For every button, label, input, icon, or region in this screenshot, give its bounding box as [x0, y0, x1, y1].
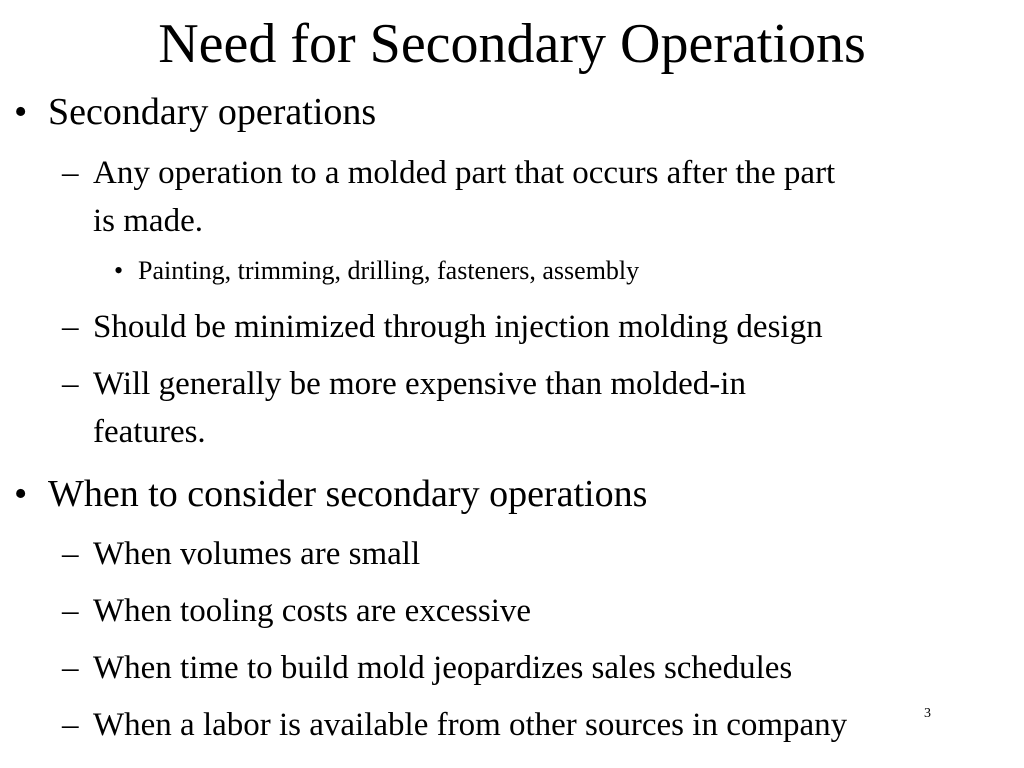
bullet-marker: •	[114, 256, 124, 285]
dash-marker: –	[62, 309, 79, 345]
sub-bullet-text: When tooling costs are excessive	[93, 593, 532, 629]
sub-bullet-text: Any operation to a molded part that occurs after the part	[93, 155, 836, 191]
dash-marker: –	[62, 536, 79, 572]
dash-marker: –	[62, 366, 79, 402]
sub-bullet-text: When a labor is available from other sources in company	[93, 707, 848, 743]
sub-bullet-text: When volumes are small	[93, 536, 421, 572]
sub-bullet-continuation: is made.	[93, 203, 203, 239]
slide-title: Need for Secondary Operations	[158, 13, 866, 75]
bullet-marker: •	[14, 91, 28, 133]
sub-bullet-text: Will generally be more expensive than molded-in	[93, 366, 746, 402]
page-number: 3	[924, 706, 931, 721]
dash-marker: –	[62, 707, 79, 743]
sub-bullet-text: When time to build mold jeopardizes sales schedules	[93, 650, 793, 686]
bullet-marker: •	[14, 473, 28, 515]
bullet-text: When to consider secondary operations	[48, 473, 648, 515]
bullet-text: Secondary operations	[48, 91, 377, 133]
sub-sub-bullet-text: Painting, trimming, drilling, fasteners, assembly	[138, 256, 640, 285]
dash-marker: –	[62, 650, 79, 686]
dash-marker: –	[62, 155, 79, 191]
sub-bullet-continuation: features.	[93, 414, 206, 450]
dash-marker: –	[62, 593, 79, 629]
sub-bullet-text: Should be minimized through injection molding design	[93, 309, 823, 345]
